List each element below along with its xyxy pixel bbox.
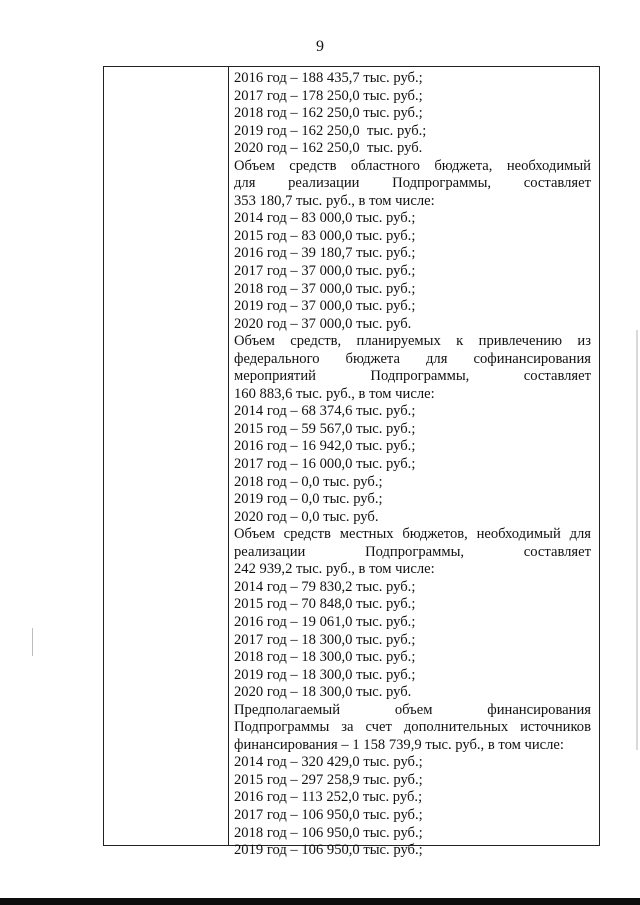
page-number: 9 xyxy=(316,38,324,55)
text-line: 2016 год – 19 061,0 тыс. руб.; xyxy=(234,613,416,630)
text-line: федерального бюджета для софинансирования xyxy=(234,350,591,367)
text-line: 2016 год – 39 180,7 тыс. руб.; xyxy=(234,245,416,262)
scan-page-edge xyxy=(636,330,638,750)
text-line: реализации Подпрограммы, составляет xyxy=(234,543,591,560)
text-line: 2018 год – 0,0 тыс. руб.; xyxy=(234,473,383,490)
column-divider xyxy=(228,67,229,845)
text-line: 2017 год – 16 000,0 тыс. руб.; xyxy=(234,456,416,473)
text-line: 2014 год – 83 000,0 тыс. руб.; xyxy=(234,210,416,227)
text-line: 2020 год – 0,0 тыс. руб. xyxy=(234,508,379,525)
text-line: 2019 год – 0,0 тыс. руб.; xyxy=(234,491,383,508)
table-right-cell xyxy=(234,70,591,860)
text-line: 2017 год – 178 250,0 тыс. руб.; xyxy=(234,87,423,104)
text-line: 160 883,6 тыс. руб., в том числе: xyxy=(234,385,435,402)
text-line: 2015 год – 297 258,9 тыс. руб.; xyxy=(234,771,423,788)
text-line: 2020 год – 162 250,0 тыс. руб. xyxy=(234,140,423,157)
text-line: 2015 год – 83 000,0 тыс. руб.; xyxy=(234,227,416,244)
text-line: 2015 год – 70 848,0 тыс. руб.; xyxy=(234,596,416,613)
text-line: для реализации Подпрограммы, составляет xyxy=(234,175,591,192)
scan-bottom-edge xyxy=(0,898,640,905)
text-line: 2016 год – 113 252,0 тыс. руб.; xyxy=(234,789,423,806)
table-left-cell xyxy=(104,67,228,845)
text-line: 2018 год – 162 250,0 тыс. руб.; xyxy=(234,105,423,122)
text-line: мероприятий Подпрограммы, составляет xyxy=(234,368,591,385)
text-line: Объем средств местных бюджетов, необходимый для xyxy=(234,526,591,543)
text-line: 2019 год – 162 250,0 тыс. руб.; xyxy=(234,122,427,139)
text-line: 2016 год – 188 435,7 тыс. руб.; xyxy=(234,70,423,86)
text-line: Предполагаемый объем финансирования xyxy=(234,701,591,718)
text-line: 2016 год – 16 942,0 тыс. руб.; xyxy=(234,438,416,455)
text-line: Объем средств, планируемых к привлечению из xyxy=(234,333,591,350)
financing-table xyxy=(103,66,600,859)
text-line: 2018 год – 106 950,0 тыс. руб.; xyxy=(234,824,423,841)
scan-margin-mark xyxy=(32,628,33,656)
text-line: 2015 год – 59 567,0 тыс. руб.; xyxy=(234,420,416,437)
text-line: 242 939,2 тыс. руб., в том числе: xyxy=(234,561,435,578)
text-line: 2020 год – 18 300,0 тыс. руб. xyxy=(234,684,412,701)
text-line: 2019 год – 106 950,0 тыс. руб.; xyxy=(234,842,423,859)
text-line: 2014 год – 79 830,2 тыс. руб.; xyxy=(234,578,416,595)
text-line: Объем средств областного бюджета, необходимый xyxy=(234,157,591,174)
text-line: 2017 год – 106 950,0 тыс. руб.; xyxy=(234,806,423,823)
text-line: 2014 год – 320 429,0 тыс. руб.; xyxy=(234,754,423,771)
text-line: 2017 год – 18 300,0 тыс. руб.; xyxy=(234,631,416,648)
text-line: 353 180,7 тыс. руб., в том числе: xyxy=(234,192,435,209)
text-line: 2017 год – 37 000,0 тыс. руб.; xyxy=(234,263,416,280)
text-line: 2018 год – 37 000,0 тыс. руб.; xyxy=(234,280,416,297)
text-line: Подпрограммы за счет дополнительных источников xyxy=(234,719,591,736)
text-line: 2018 год – 18 300,0 тыс. руб.; xyxy=(234,649,416,666)
text-line: 2020 год – 37 000,0 тыс. руб. xyxy=(234,315,412,332)
text-line: 2019 год – 37 000,0 тыс. руб.; xyxy=(234,298,416,315)
text-line: 2014 год – 68 374,6 тыс. руб.; xyxy=(234,403,416,420)
text-line: финансирования – 1 158 739,9 тыс. руб., в том числе: xyxy=(234,736,564,753)
text-line: 2019 год – 18 300,0 тыс. руб.; xyxy=(234,666,416,683)
